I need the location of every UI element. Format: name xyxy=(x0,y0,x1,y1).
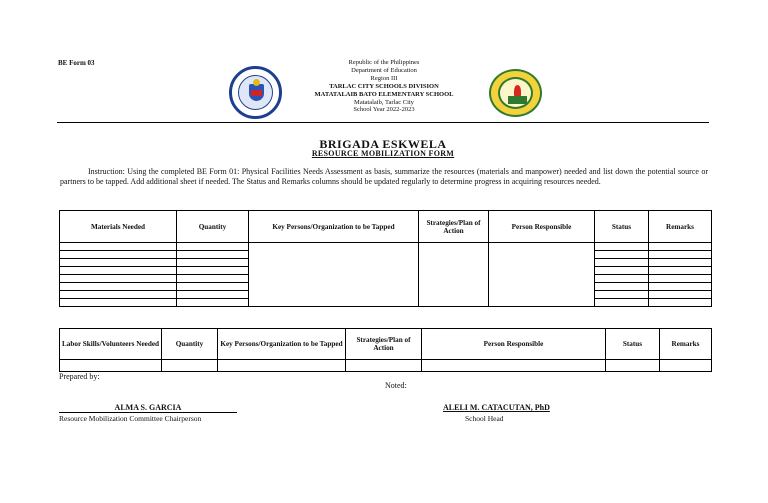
header-remarks: Remarks xyxy=(649,211,712,243)
header-strategies: Strategies/Plan of Action xyxy=(346,329,422,360)
quantity-cell[interactable] xyxy=(177,267,249,275)
status-cell[interactable] xyxy=(595,283,649,291)
school-seal-ring xyxy=(498,77,533,109)
remarks-cell[interactable] xyxy=(649,259,712,267)
country-line: Republic of the Philippines xyxy=(348,59,420,66)
remarks-cell[interactable] xyxy=(649,267,712,275)
address-line: Matatalaib, Tarlac City xyxy=(354,98,414,106)
header-key-persons: Key Persons/Organization to be Tapped xyxy=(218,329,346,360)
status-cell[interactable] xyxy=(595,291,649,299)
form-subtitle: RESOURCE MOBILIZATION FORM xyxy=(311,149,455,158)
quantity-cell[interactable] xyxy=(162,360,218,372)
materials-cell[interactable] xyxy=(60,299,177,307)
header-person-responsible: Person Responsible xyxy=(489,211,595,243)
header-materials-needed: Materials Needed xyxy=(60,211,177,243)
header-labor-skills: Labor Skills/Volunteers Needed xyxy=(60,329,162,360)
person-responsible-cell[interactable] xyxy=(489,243,595,307)
quantity-cell[interactable] xyxy=(177,291,249,299)
table-row xyxy=(60,360,712,372)
quantity-cell[interactable] xyxy=(177,251,249,259)
form-code: BE Form 03 xyxy=(58,59,95,67)
materials-cell[interactable] xyxy=(60,243,177,251)
key-persons-cell[interactable] xyxy=(218,360,346,372)
school-year-line: School Year 2022-2023 xyxy=(353,106,415,114)
remarks-cell[interactable] xyxy=(649,243,712,251)
strategies-cell[interactable] xyxy=(346,360,422,372)
remarks-cell[interactable] xyxy=(649,275,712,283)
materials-cell[interactable] xyxy=(60,267,177,275)
page-title: BRIGADA ESKWELA xyxy=(319,137,447,151)
header-remarks: Remarks xyxy=(660,329,712,360)
table-header-row xyxy=(60,329,712,360)
region-line: Region III xyxy=(370,74,398,82)
table-row xyxy=(60,243,712,251)
status-cell[interactable] xyxy=(606,360,660,372)
quantity-cell[interactable] xyxy=(177,243,249,251)
header-quantity: Quantity xyxy=(162,329,218,360)
materials-cell[interactable] xyxy=(60,283,177,291)
remarks-cell[interactable] xyxy=(660,360,712,372)
remarks-cell[interactable] xyxy=(649,299,712,307)
materials-table xyxy=(59,210,712,307)
header-key-persons: Key Persons/Organization to be Tapped xyxy=(249,211,419,243)
school-seal-logo xyxy=(489,69,542,117)
status-cell[interactable] xyxy=(595,251,649,259)
person-responsible-cell[interactable] xyxy=(422,360,606,372)
letterhead xyxy=(256,59,512,114)
quantity-cell[interactable] xyxy=(177,259,249,267)
status-cell[interactable] xyxy=(595,243,649,251)
header-person-responsible: Person Responsible xyxy=(422,329,606,360)
materials-cell[interactable] xyxy=(60,259,177,267)
instruction-paragraph: Instruction: Using the completed BE Form 01: Physical Facilities Needs Assessment as basis, summarize the resources (materials and manpower) needed and list down the potential source or partners to be tapped. Add additional sheet if needed. The Status and Remarks columns should be updated regularly to determine progress in acquiring resources needed. xyxy=(60,167,708,186)
remarks-cell[interactable] xyxy=(649,291,712,299)
remarks-cell[interactable] xyxy=(649,251,712,259)
header-status: Status xyxy=(595,211,649,243)
labor-cell[interactable] xyxy=(60,360,162,372)
key-persons-cell[interactable] xyxy=(249,243,419,307)
quantity-cell[interactable] xyxy=(177,299,249,307)
materials-cell[interactable] xyxy=(60,291,177,299)
header-quantity: Quantity xyxy=(177,211,249,243)
materials-cell[interactable] xyxy=(60,275,177,283)
header-status: Status xyxy=(606,329,660,360)
noter-name: ALELI M. CATACUTAN, PhD xyxy=(443,403,550,412)
quantity-cell[interactable] xyxy=(177,283,249,291)
quantity-cell[interactable] xyxy=(177,275,249,283)
status-cell[interactable] xyxy=(595,259,649,267)
prepared-by-label: Prepared by: xyxy=(59,372,100,381)
school-line: MATATALAIB BATO ELEMENTARY SCHOOL xyxy=(314,90,454,98)
materials-cell[interactable] xyxy=(60,251,177,259)
status-cell[interactable] xyxy=(595,299,649,307)
division-line: TARLAC CITY SCHOOLS DIVISION xyxy=(329,82,439,90)
labor-table xyxy=(59,328,712,372)
status-cell[interactable] xyxy=(595,267,649,275)
status-cell[interactable] xyxy=(595,275,649,283)
header-strategies: Strategies/Plan of Action xyxy=(419,211,489,243)
book-icon xyxy=(508,96,527,104)
table-header-row xyxy=(60,211,712,243)
preparer-name: ALMA S. GARCIA xyxy=(59,403,237,413)
noter-position: School Head xyxy=(465,414,504,423)
preparer-position: Resource Mobilization Committee Chairperson xyxy=(59,414,202,423)
header-divider xyxy=(57,122,709,123)
department-line: Department of Education xyxy=(351,66,417,74)
noted-label: Noted: xyxy=(385,381,407,390)
remarks-cell[interactable] xyxy=(649,283,712,291)
strategies-cell[interactable] xyxy=(419,243,489,307)
